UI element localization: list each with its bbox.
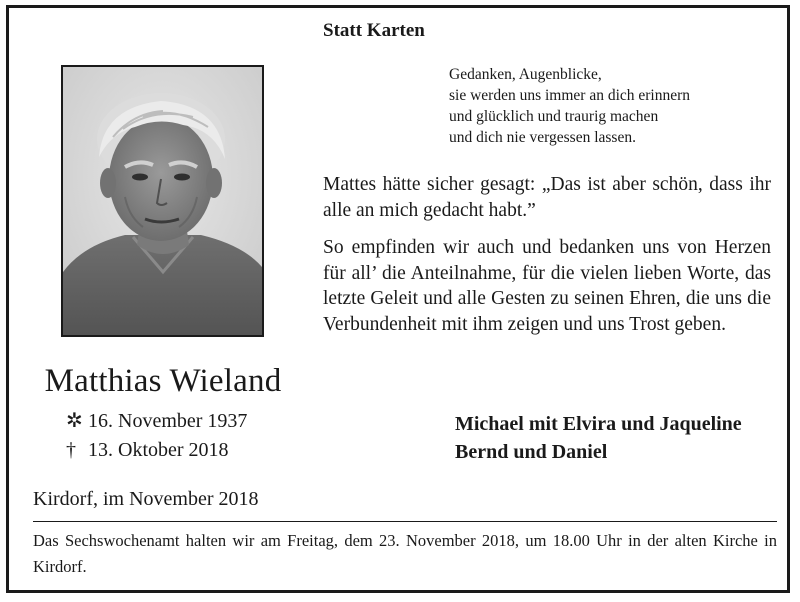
divider [33,521,777,522]
signature-line: Michael mit Elvira und Jaqueline [455,413,742,435]
memorial-notice: Das Sechswochenamt halten wir am Freitag, dem 23. November 2018, um 18.00 Uhr in der alten Kirche in Kirdorf. [33,531,777,576]
portrait-image [63,67,262,335]
death-date-row [66,436,247,465]
birth-date: 16. November 1937 [88,410,248,432]
poem-line: sie werden uns immer an dich erinnern [449,87,691,104]
poem-line: Gedanken, Augenblicke, [449,66,602,83]
signatures [455,410,742,466]
message-paragraph-1: Mattes hätte sicher gesagt: „Das ist aber schön, dass ihr alle an mich gedacht habt.” [323,174,771,221]
message-paragraph-2: So empfinden wir auch und bedanken uns von Herzen für all’ die Anteilnahme, für die vielen lieben Worte, das letzte Geleit und alle Gesten zu seinen Ehren, die uns die Verbundenheit mit ihm zeigen und uns Trost geben. [323,237,771,335]
poem-line: und dich nie vergessen lassen. [449,129,636,146]
signature-line: Bernd und Daniel [455,441,608,463]
deceased-name: Matthias Wieland [44,363,282,399]
birth-date-row [66,407,247,436]
obituary-card [6,5,790,593]
heading-statt-karten: Statt Karten [323,20,425,41]
poem-line: und glücklich und traurig machen [449,108,659,125]
poem [449,64,690,148]
death-date: 13. Oktober 2018 [88,439,229,461]
life-dates [66,407,247,465]
birth-star-icon: ✲ [66,410,83,432]
place-and-date: Kirdorf, im November 2018 [33,488,259,510]
portrait-photo [61,65,264,337]
cross-icon: † [66,439,76,461]
